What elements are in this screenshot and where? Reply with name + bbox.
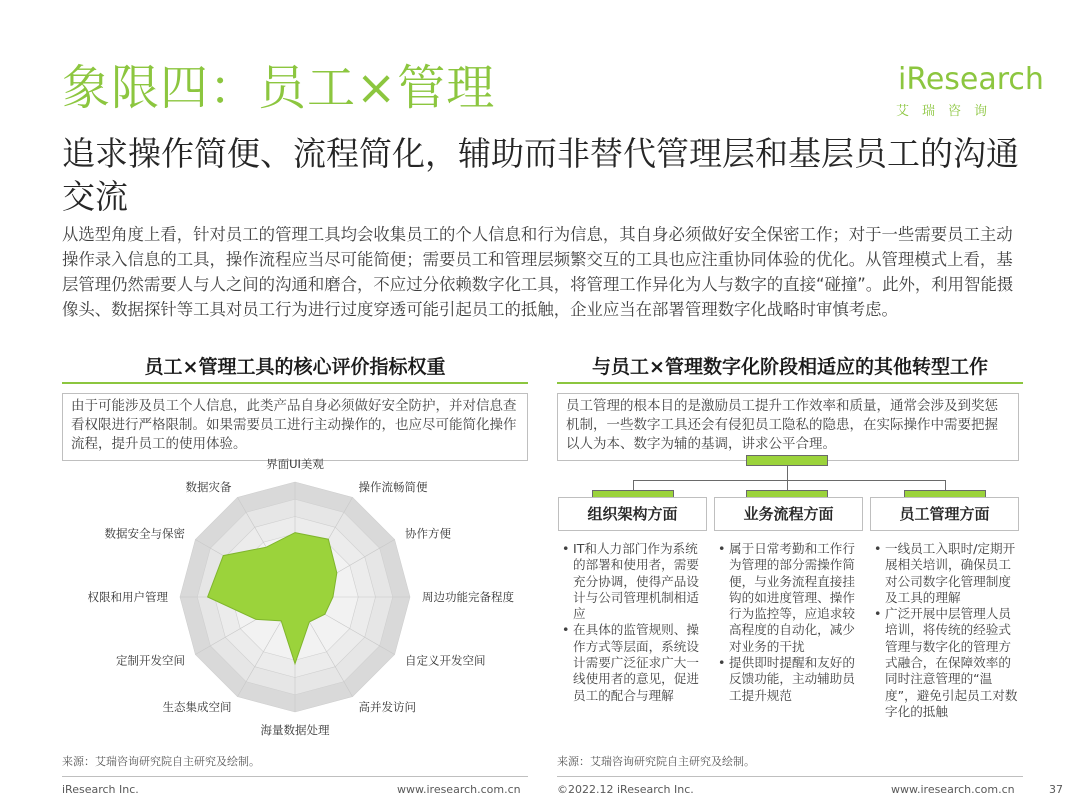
left-section-divider	[62, 382, 528, 384]
iresearch-logo	[890, 58, 1044, 124]
column-3-title: 员工管理方面	[870, 497, 1019, 531]
radar-axis-label: 数据灾备	[185, 480, 232, 495]
logo-wordmark: iResearch	[898, 62, 1044, 97]
column-1-title: 组织架构方面	[558, 497, 707, 531]
right-source-note: 来源：艾瑞咨询研究院自主研究及绘制。	[557, 755, 755, 768]
left-source-note: 来源：艾瑞咨询研究院自主研究及绘制。	[62, 755, 260, 768]
page-title: 象限四：员工×管理	[62, 60, 496, 116]
logo-chinese-name: 艾瑞咨询	[896, 104, 1001, 119]
left-note-box: 由于可能涉及员工个人信息，此类产品自身必须做好安全防护，并对信息查看权限进行严格限制。如果需要员工进行主动操作的，也应尽可能简化操作流程，提升员工的使用体验。	[62, 393, 528, 461]
right-section-divider	[557, 382, 1023, 384]
connector-horizontal	[633, 480, 945, 481]
radar-axis-label: 周边功能完备程度	[422, 590, 514, 604]
column-3-list	[872, 541, 1018, 720]
footer-rule-right	[557, 776, 1023, 777]
right-section-title: 与员工×管理数字化阶段相适应的其他转型工作	[592, 356, 988, 378]
connector-stem	[787, 466, 788, 480]
radar-axis-label: 海量数据处理	[260, 723, 330, 737]
radar-axis-label: 高并发访问	[358, 699, 416, 714]
column-1-list	[560, 541, 706, 704]
connector-top-bar	[746, 455, 828, 466]
left-section-title: 员工×管理工具的核心评价指标权重	[144, 356, 446, 378]
footer-url-left[interactable]: www.iresearch.com.cn	[397, 783, 521, 796]
list-item: • 广泛开展中层管理人员培训，将传统的经验式管理与数字化的管理方式融合，在保障效率的同时注意管理的“温度”，避免引起员工对数字化的抵触	[885, 606, 1018, 720]
right-note-box: 员工管理的根本目的是激励员工提升工作效率和质量，通常会涉及到奖惩机制，一些数字工具还会有侵犯员工隐私的隐患，在实际操作中需要把握以人为本、数字为辅的基调，讲求公平合理。	[557, 393, 1019, 461]
list-item: • 属于日常考勤和工作行为管理的部分需操作简便，与业务流程直接挂钩的如进度管理、操作行为监控等，应追求较高程度的自动化，减少对业务的干扰	[729, 541, 862, 655]
footer-url-right[interactable]: www.iresearch.com.cn	[891, 783, 1015, 796]
page-number: 37	[1049, 783, 1063, 796]
radar-axis-label: 操作流畅简便	[358, 480, 428, 495]
footer-company-right: ©2022.12 iResearch Inc.	[557, 783, 694, 796]
intro-paragraph: 从选型角度上看，针对员工的管理工具均会收集员工的个人信息和行为信息，其自身必须做好安全保密工作；对于一些需要员工主动操作录入信息的工具，操作流程应当尽可能简便；需要员工和管理层频繁交互的工具也应注重协同体验的优化。从管理模式上看，基层管理仍然需要人与人之间的沟通和磨合，不应过分依赖数字化工具，将管理工作异化为人与数字的直接“碰撞”。此外，利用智能摄像头、数据探针等工具对员工行为进行过度穿透可能引起员工的抵触，企业应当在部署管理数字化战略时审慎考虑。	[62, 225, 1014, 319]
list-item: • 一线员工入职时/定期开展相关培训，确保员工对公司数字化管理制度及工具的理解	[885, 541, 1018, 606]
page-subtitle: 追求操作简便、流程简化，辅助而非替代管理层和基层员工的沟通交流	[62, 134, 1019, 216]
list-item: • 在具体的监管规则、操作方式等层面，系统设计需要广泛征求广大一线使用者的意见，促进员工的配合与理解	[573, 622, 706, 703]
radar-axis-label: 界面UI美观	[266, 457, 324, 471]
column-2-title: 业务流程方面	[714, 497, 863, 531]
list-item: • IT和人力部门作为系统的部署和使用者，需要充分协调，使得产品设计与公司管理机制相适应	[573, 541, 706, 622]
radar-axis-label: 协作方便	[404, 526, 451, 541]
radar-axis-label: 自定义开发空间	[404, 653, 486, 668]
footer-company-left: iResearch Inc.	[62, 783, 139, 796]
radar-axis-label: 定制开发空间	[116, 653, 186, 668]
radar-axis-label: 数据安全与保密	[104, 526, 186, 541]
list-item: • 提供即时提醒和友好的反馈功能，主动辅助员工提升规范	[729, 655, 862, 704]
radar-axis-label: 生态集成空间	[162, 699, 232, 714]
radar-chart	[62, 457, 528, 747]
footer-rule-left	[62, 776, 528, 777]
radar-axis-label: 权限和用户管理	[87, 590, 168, 604]
column-2-list	[716, 541, 862, 704]
